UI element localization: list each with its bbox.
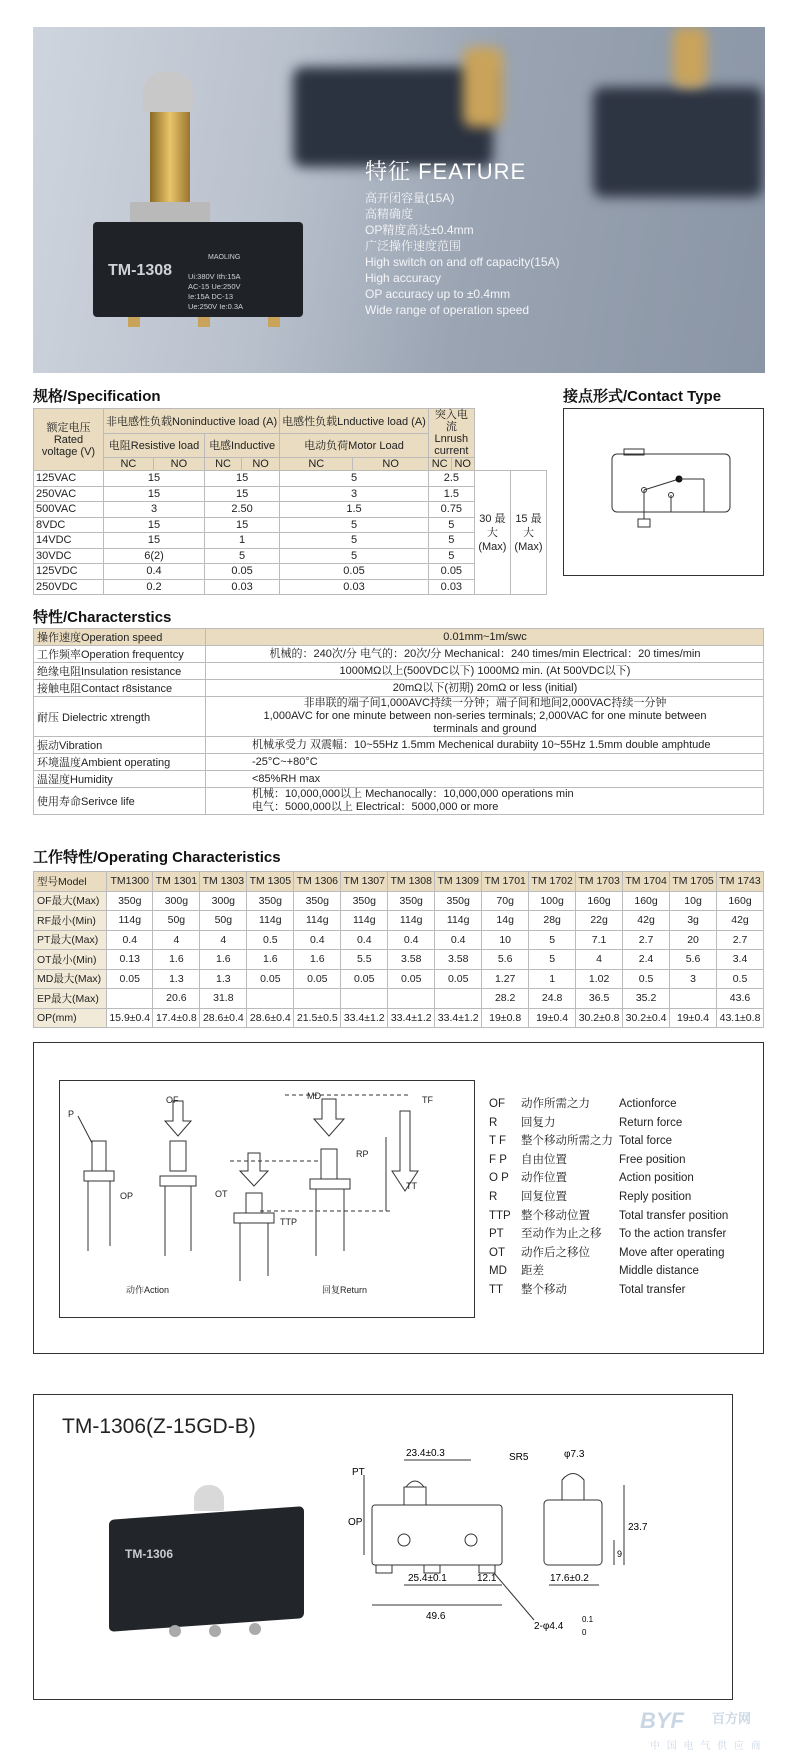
spec-cell: 0.2 (104, 579, 205, 595)
characteristics-value: 机械：10,000,000以上 Mechanocally：10,000,000 operations min 电气：5000,000以上 Electrical：5000,000 or more (206, 788, 764, 815)
operating-cell: 350g (247, 891, 294, 911)
operating-cell: 0.5 (247, 930, 294, 950)
operating-header (34, 872, 764, 892)
blurred-plunger (463, 47, 503, 127)
characteristics-row (34, 680, 764, 697)
spec-inrush-cell: 30 最大 (Max) (474, 471, 510, 595)
spec-cell: 3 (280, 486, 429, 502)
plunger-diagram (59, 1080, 475, 1318)
operating-header-cell: TM 1703 (576, 872, 623, 892)
characteristics-value: -25°C~+80°C (206, 754, 764, 771)
label-of: OF (166, 1095, 179, 1105)
operating-cell: EP最大(Max) (34, 989, 107, 1009)
operating-cell: 3.58 (435, 950, 482, 970)
operating-cell: 28.6±0.4 (200, 1008, 247, 1028)
operating-cell: 50g (153, 911, 200, 931)
spec-cell: 0.05 (205, 564, 280, 580)
watermark-cn: 百方网 (712, 1711, 752, 1726)
operating-row (34, 989, 764, 1009)
operating-cell (388, 989, 435, 1009)
operating-cell: 114g (107, 911, 153, 931)
watermark-logo: BYF (640, 1708, 684, 1733)
operating-cell: 300g (200, 891, 247, 911)
spec-cell: 15 (205, 486, 280, 502)
operating-cell: 0.05 (294, 969, 341, 989)
operating-cell: 160g (717, 891, 764, 911)
dim-w2: 25.4±0.1 (408, 1573, 447, 1584)
operating-cell: 28.2 (482, 989, 529, 1009)
dim-w4: 49.6 (426, 1611, 446, 1622)
characteristics-value: 1000MΩ以上(500VDC以下) 1000MΩ min. (At 500VDC以下) (206, 663, 764, 680)
characteristics-value: 机械承受力 双震幅：10~55Hz 1.5mm Mechenical durabiity 10~55Hz 1.5mm double amphtude (206, 737, 764, 754)
dim-op: OP (348, 1517, 363, 1528)
operating-cell: 114g (294, 911, 341, 931)
spec-cell: 15 (205, 517, 280, 533)
spec-cell: 5 (280, 471, 429, 487)
operating-header-cell: TM 1301 (153, 872, 200, 892)
operating-cell: 35.2 (623, 989, 670, 1009)
operating-row (34, 930, 764, 950)
feature-list: 高开闭容量(15A) 高精确度 OP精度高达±0.4mm 广泛操作速度范围 High switch on and off capacity(15A) High accuracy OP accuracy up to ±0.4mm Wide range of operation speed (365, 191, 560, 317)
operating-cell: 24.8 (529, 989, 576, 1009)
spec-cell: 15 (205, 471, 280, 487)
product-title: TM-1306(Z-15GD-B) (62, 1415, 256, 1438)
characteristics-label: 振动Vibration (34, 737, 206, 754)
operating-cell: 160g (623, 891, 670, 911)
dim-nine: 9 (617, 1549, 623, 1559)
blurred-plunger (673, 27, 707, 87)
watermark-sub: 中 国 电 气 供 应 商 (650, 1741, 763, 1752)
operating-cell: 33.4±1.2 (388, 1008, 435, 1028)
spec-cell: 5 (280, 548, 429, 564)
characteristics-row (34, 663, 764, 680)
legend-item: TT 整个移动 Total transfer (489, 1283, 686, 1296)
operating-cell: 0.5 (623, 969, 670, 989)
label-rp: RP (356, 1149, 369, 1159)
operating-header-cell: TM 1303 (200, 872, 247, 892)
operating-cell: OT最小(Min) (34, 950, 107, 970)
characteristics-table (33, 628, 764, 815)
operating-cell: 19±0.4 (529, 1008, 576, 1028)
spec-row: 500VAC 3 2.50 1.5 0.75 (34, 502, 547, 518)
operating-cell: 0.05 (388, 969, 435, 989)
dim-w5: 17.6±0.2 (550, 1573, 589, 1584)
operating-cell: 0.05 (435, 969, 482, 989)
characteristics-label: 工作频率Operation frequentcy (34, 646, 206, 663)
operating-cell: 10 (482, 930, 529, 950)
legend-item: R 回复力 Return force (489, 1116, 683, 1129)
operating-cell: 100g (529, 891, 576, 911)
dim-phi: φ7.3 (564, 1449, 585, 1460)
operating-header-cell: TM 1743 (717, 872, 764, 892)
characteristics-title: 特性/Characterstics (33, 609, 172, 626)
label-tt: TT (406, 1181, 417, 1191)
operating-cell (247, 989, 294, 1009)
operating-cell: 17.4±0.8 (153, 1008, 200, 1028)
characteristics-label: 环境温度Ambient operating (34, 754, 206, 771)
operating-cell: 350g (294, 891, 341, 911)
contact-title: 接点形式/Contact Type (563, 388, 722, 405)
spec-cell: 5 (280, 517, 429, 533)
spec-cell: 15 (104, 517, 205, 533)
switch-product-photo (88, 72, 338, 332)
operating-header-cell: TM 1704 (623, 872, 670, 892)
operating-cell: 114g (435, 911, 482, 931)
operating-cell (107, 989, 153, 1009)
characteristics-label: 操作速度Operation speed (34, 629, 206, 646)
operating-cell: 5 (529, 950, 576, 970)
operating-title: 工作特性/Operating Characteristics (33, 849, 281, 866)
characteristics-value: <85%RH max (206, 771, 764, 788)
operating-cell: 300g (153, 891, 200, 911)
characteristics-row (34, 697, 764, 737)
product-photo (109, 1485, 319, 1645)
characteristics-row (34, 629, 764, 646)
operating-header-cell: TM1300 (107, 872, 153, 892)
operating-header-cell: TM 1307 (341, 872, 388, 892)
operating-cell: 19±0.4 (670, 1008, 717, 1028)
operating-cell: 3 (670, 969, 717, 989)
characteristics-label: 温湿度Humidity (34, 771, 206, 788)
operating-cell: 21.5±0.5 (294, 1008, 341, 1028)
operating-cell: 42g (717, 911, 764, 931)
characteristics-row (34, 646, 764, 663)
characteristics-label: 绝缘电阻Insulation resistance (34, 663, 206, 680)
operating-row (34, 950, 764, 970)
action-diagram-box (33, 1042, 764, 1354)
operating-cell: 2.7 (623, 930, 670, 950)
characteristics-value: 机械的：240次/分 电气的：20次/分 Mechanical：240 times/min Electrical：20 times/min (206, 646, 764, 663)
operating-cell: 19±0.8 (482, 1008, 529, 1028)
feature-title: 特征 FEATURE (365, 159, 527, 184)
operating-header-cell: 型号Model (34, 872, 107, 892)
operating-cell (435, 989, 482, 1009)
legend-item: R 回复位置 Reply position (489, 1190, 692, 1203)
operating-cell: 22g (576, 911, 623, 931)
operating-cell: 28g (529, 911, 576, 931)
dim-h: 23.7 (628, 1522, 648, 1533)
operating-header-cell: TM 1701 (482, 872, 529, 892)
spec-row: 250VAC 15 15 3 1.5 (34, 486, 547, 502)
spec-row: 125VAC 15 15 5 2.5 30 最大 (Max) 15 最大 (Max) (34, 471, 547, 487)
feature-banner (33, 27, 765, 373)
spec-cell: 6(2) (104, 548, 205, 564)
operating-cell: 31.8 (200, 989, 247, 1009)
operating-cell: 50g (200, 911, 247, 931)
operating-cell: OF最大(Max) (34, 891, 107, 911)
characteristics-label: 使用寿命Serivce life (34, 788, 206, 815)
spec-cell: 15 (104, 486, 205, 502)
operating-cell: 0.05 (341, 969, 388, 989)
operating-cell: 4 (153, 930, 200, 950)
operating-cell: 5 (529, 930, 576, 950)
diagram-legend (489, 1095, 759, 1300)
spec-title: 规格/Specification (33, 388, 161, 405)
operating-cell: 0.4 (388, 930, 435, 950)
operating-cell: 36.5 (576, 989, 623, 1009)
dim-tol-bot: 0 (582, 1628, 587, 1637)
characteristics-value: 0.01mm~1m/swc (206, 629, 764, 646)
operating-header-cell: TM 1309 (435, 872, 482, 892)
spec-cell: 3 (104, 502, 205, 518)
operating-cell: 30.2±0.4 (623, 1008, 670, 1028)
characteristics-value: 20mΩ以下(初期) 20mΩ or less (initial) (206, 680, 764, 697)
brand-mark: MAOLING (208, 254, 241, 261)
operating-cell: 1 (529, 969, 576, 989)
operating-cell: 0.4 (341, 930, 388, 950)
operating-header-cell: TM 1305 (247, 872, 294, 892)
spec-table: 额定电压 Rated voltage (V) 非电感性负载Noninductive load (A) 电感性负载Lnductive load (A) 突入电流 Lnrush current 电阻Resistive load 电感Inductive 电动负荷Motor Load NC NO NC NO NC NO NC NO 125VAC 15 15 5 2.5 30 最大 (Max) 15 最大 (Max) 250VAC 15 15 3 1.5 500VAC 3 2.50 1.5 0.75 8VDC 15 15 5 5 14VDC 15 1 5 5 30VDC 6(2) 5 5 5 125VDC 0.4 0.05 0.05 0.05 250VDC 0.2 0.03 0.03 0.03 (33, 408, 547, 595)
operating-cell (341, 989, 388, 1009)
spec-cell: 1.5 (428, 486, 474, 502)
legend-item: F P 自由位置 Free position (489, 1153, 686, 1166)
spec-row: 30VDC 6(2) 5 5 5 (34, 548, 547, 564)
operating-cell: 5.5 (341, 950, 388, 970)
spec-cell: 1.5 (280, 502, 429, 518)
product-drawing-box (33, 1394, 733, 1700)
spec-cell: 5 (428, 548, 474, 564)
label-tf: TF (422, 1095, 433, 1105)
operating-cell: 0.4 (294, 930, 341, 950)
operating-cell: 114g (247, 911, 294, 931)
operating-row (34, 891, 764, 911)
legend-item: PT 至动作为止之移 To the action transfer (489, 1228, 727, 1241)
characteristics-row (34, 771, 764, 788)
operating-cell: 7.1 (576, 930, 623, 950)
spec-cell: 0.03 (205, 579, 280, 595)
operating-cell: 3g (670, 911, 717, 931)
operating-cell: 1.6 (200, 950, 247, 970)
spec-cell: 1 (205, 533, 280, 549)
operating-cell: 43.1±0.8 (717, 1008, 764, 1028)
operating-cell: 114g (388, 911, 435, 931)
legend-item: OT 动作后之移位 Move after operating (489, 1246, 725, 1259)
operating-cell: 1.3 (153, 969, 200, 989)
operating-cell: 3.58 (388, 950, 435, 970)
operating-cell: 0.05 (247, 969, 294, 989)
operating-cell: 1.3 (200, 969, 247, 989)
legend-item: O P 动作位置 Action position (489, 1172, 694, 1185)
operating-cell: 10g (670, 891, 717, 911)
blurred-switch (593, 87, 763, 197)
operating-cell: 350g (435, 891, 482, 911)
operating-cell: 14g (482, 911, 529, 931)
operating-cell: 42g (623, 911, 670, 931)
dimension-drawing (334, 1445, 714, 1685)
operating-cell: 350g (341, 891, 388, 911)
operating-cell: 1.6 (247, 950, 294, 970)
spec-cell: 5 (428, 533, 474, 549)
operating-cell: 30.2±0.8 (576, 1008, 623, 1028)
dim-sr: SR5 (509, 1452, 529, 1463)
label-p: P (68, 1109, 75, 1119)
operating-cell (294, 989, 341, 1009)
spec-cell: 0.75 (428, 502, 474, 518)
operating-cell: 5.6 (482, 950, 529, 970)
spec-cell: 0.03 (428, 579, 474, 595)
characteristics-row (34, 788, 764, 815)
spec-cell: 5 (428, 517, 474, 533)
operating-header-cell: TM 1705 (670, 872, 717, 892)
operating-cell: 20 (670, 930, 717, 950)
dim-hole: 2-φ4.4 (534, 1621, 564, 1632)
operating-cell: 70g (482, 891, 529, 911)
operating-cell: 1.6 (153, 950, 200, 970)
operating-header-cell: TM 1702 (529, 872, 576, 892)
operating-cell: 43.6 (717, 989, 764, 1009)
operating-header-cell: TM 1308 (388, 872, 435, 892)
operating-table (33, 871, 764, 1028)
operating-cell: 33.4±1.2 (435, 1008, 482, 1028)
operating-cell: 20.6 (153, 989, 200, 1009)
operating-cell: 350g (107, 891, 153, 911)
spec-inrush-cell: 15 最大 (Max) (510, 471, 546, 595)
spec-cell: 0.05 (428, 564, 474, 580)
spec-cell: 0.05 (280, 564, 429, 580)
dim-pt: PT (352, 1467, 365, 1478)
spec-cell: 15 (104, 471, 205, 487)
operating-cell: 1.6 (294, 950, 341, 970)
operating-cell: 2.7 (717, 930, 764, 950)
operating-cell: 0.13 (107, 950, 153, 970)
operating-cell: 0.05 (107, 969, 153, 989)
operating-cell: 1.02 (576, 969, 623, 989)
characteristics-value: 非串联的端子间1,000AVC持续一分钟；端子间和地间2,000VAC持续一分钟 1,000AVC for one minute between non-series terminals; 2,000VAC for one minute between terminals and ground (206, 697, 764, 737)
contact-type-box (563, 408, 764, 576)
product-ratings: Ui:380V Ith:15A AC-15 Ue:250V Ie:15A DC-13 Ue:250V Ie:0.3A (188, 272, 244, 311)
operating-header-cell: TM 1306 (294, 872, 341, 892)
dim-w3: 12.1 (477, 1573, 497, 1584)
operating-cell: 0.4 (107, 930, 153, 950)
characteristics-row (34, 754, 764, 771)
operating-cell: RF最小(Min) (34, 911, 107, 931)
operating-cell: MD最大(Max) (34, 969, 107, 989)
operating-cell: 3.4 (717, 950, 764, 970)
characteristics-label: 耐压 Dielectric xtrength (34, 697, 206, 737)
characteristics-label: 接触电阻Contact r8sistance (34, 680, 206, 697)
label-return: 回复Return (322, 1285, 368, 1295)
product-label: TM-1308 (108, 262, 173, 279)
legend-item: OF 动作所需之力 Actionforce (489, 1098, 677, 1110)
operating-cell: 0.5 (717, 969, 764, 989)
spec-cell: 5 (280, 533, 429, 549)
spec-cell: 5 (205, 548, 280, 564)
operating-cell: 1.27 (482, 969, 529, 989)
product-photo-label: TM-1306 (125, 1547, 174, 1561)
contact-diagram (564, 409, 763, 575)
legend-item: TTP 整个移动位置 Total transfer position (489, 1209, 729, 1222)
dim-tol-top: 0.1 (582, 1615, 594, 1624)
operating-row (34, 911, 764, 931)
operating-cell: 4 (200, 930, 247, 950)
operating-cell: 0.4 (435, 930, 482, 950)
operating-cell: 114g (341, 911, 388, 931)
operating-cell: 160g (576, 891, 623, 911)
spec-cell: 15 (104, 533, 205, 549)
spec-row: 250VDC 0.2 0.03 0.03 0.03 (34, 579, 547, 595)
label-op: OP (120, 1191, 134, 1201)
spec-row: 8VDC 15 15 5 5 (34, 517, 547, 533)
spec-cell: 0.03 (280, 579, 429, 595)
spec-row: 125VDC 0.4 0.05 0.05 0.05 (34, 564, 547, 580)
operating-cell: 4 (576, 950, 623, 970)
characteristics-row (34, 737, 764, 754)
spec-cell: 2.50 (205, 502, 280, 518)
label-ot: OT (215, 1189, 228, 1199)
label-ttp: TTP (280, 1217, 297, 1227)
operating-cell: 33.4±1.2 (341, 1008, 388, 1028)
dim-w1: 23.4±0.3 (406, 1448, 445, 1459)
legend-item: MD 距差 Middle distance (489, 1265, 699, 1278)
operating-cell: 350g (388, 891, 435, 911)
legend-item: T F 整个移动所需之力 Total force (489, 1135, 673, 1148)
operating-row (34, 1008, 764, 1028)
operating-cell (670, 989, 717, 1009)
operating-cell: 28.6±0.4 (247, 1008, 294, 1028)
operating-cell: 2.4 (623, 950, 670, 970)
label-md: MD (307, 1091, 321, 1101)
spec-row: 14VDC 15 1 5 5 (34, 533, 547, 549)
operating-cell: 5.6 (670, 950, 717, 970)
operating-cell: PT最大(Max) (34, 930, 107, 950)
operating-cell: 15.9±0.4 (107, 1008, 153, 1028)
spec-cell: 0.4 (104, 564, 205, 580)
operating-row (34, 969, 764, 989)
operating-cell: OP(mm) (34, 1008, 107, 1028)
label-action: 动作Action (126, 1285, 170, 1295)
spec-cell: 2.5 (428, 471, 474, 487)
